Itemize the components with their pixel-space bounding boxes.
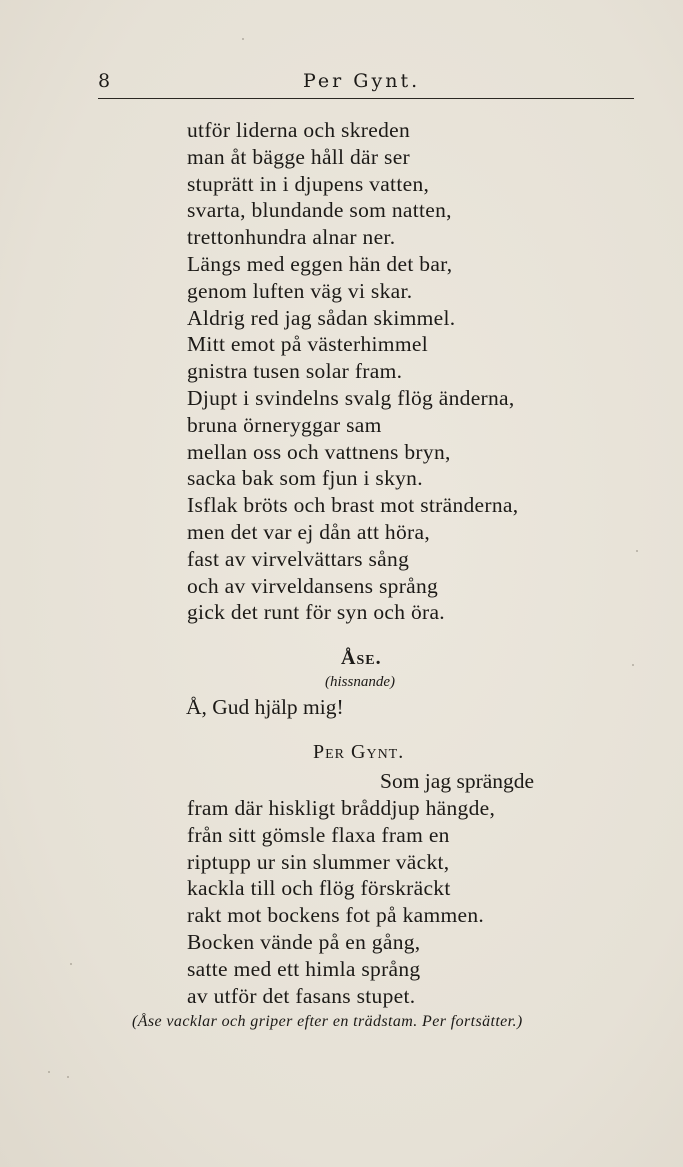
stage-direction-hissnande: (hissnande): [325, 674, 395, 690]
verse-stanza-one: [187, 117, 607, 626]
verse-line: mellan oss och vattnens bryn,: [187, 439, 451, 464]
verse-line: bruna örneryggar sam: [187, 412, 382, 437]
verse-line: rakt mot bockens fot på kammen.: [187, 903, 485, 928]
verse-line: riptupp ur sin slummer väckt,: [187, 849, 450, 874]
verse-line: man åt bägge håll där ser: [187, 144, 411, 169]
verse-line: Mitt emot på västerhimmel: [187, 332, 428, 357]
verse-line: genom luften väg vi skar.: [187, 278, 413, 303]
verse-line: men det var ej dån att höra,: [187, 519, 431, 544]
verse-line: från sitt gömsle flaxa fram en: [187, 822, 450, 847]
paper-speck: [242, 38, 244, 40]
verse-line: och av virveldansens språng: [187, 573, 439, 598]
verse-line: trettonhundra alnar ner.: [187, 225, 396, 250]
paper-speck: [48, 1071, 50, 1073]
verse-line: Djupt i svindelns svalg flög änderna,: [187, 385, 515, 410]
verse-line: stuprätt in i djupens vatten,: [187, 171, 430, 196]
paper-speck: [632, 664, 634, 666]
verse-line: sacka bak som fjun i skyn.: [187, 466, 423, 491]
running-head: [98, 68, 634, 99]
verse-line: satte med ett himla språng: [187, 956, 421, 981]
speaker-per-gynt: Per Gynt.: [313, 741, 405, 763]
verse-line: fram där hiskligt bråddjup hängde,: [187, 796, 496, 820]
verse-line: Längs med eggen hän det bar,: [187, 251, 453, 276]
stage-direction-bottom: (Åse vacklar och griper efter en trädstam. Per fortsätter.): [132, 1013, 523, 1030]
paper-speck: [70, 963, 72, 965]
verse-line: utför liderna och skreden: [187, 118, 411, 142]
verse-line: gnistra tusen solar fram.: [187, 359, 403, 384]
verse-line: gick det runt för syn och öra.: [187, 600, 445, 625]
ase-dialogue-line: Å, Gud hjälp mig!: [186, 695, 344, 719]
per-indented-line: Som jag sprängde: [380, 769, 535, 793]
verse-line: Bocken vände på en gång,: [187, 929, 421, 954]
verse-line: Isflak bröts och brast mot stränderna,: [187, 493, 519, 518]
verse-line: svarta, blundande som natten,: [187, 198, 452, 223]
verse-line: Aldrig red jag sådan skimmel.: [187, 305, 456, 330]
verse-line: kackla till och flög förskräckt: [187, 876, 451, 901]
running-title: Per Gynt.: [303, 70, 421, 92]
verse-line: av utför det fasans stupet.: [187, 983, 416, 1008]
paper-speck: [636, 550, 638, 552]
speaker-ase: Åse.: [341, 647, 382, 669]
paper-speck: [67, 1076, 69, 1078]
verse-line: fast av virvelvättars sång: [187, 546, 410, 571]
verse-stanza-two: [187, 795, 607, 1009]
page-number: 8: [98, 70, 111, 92]
